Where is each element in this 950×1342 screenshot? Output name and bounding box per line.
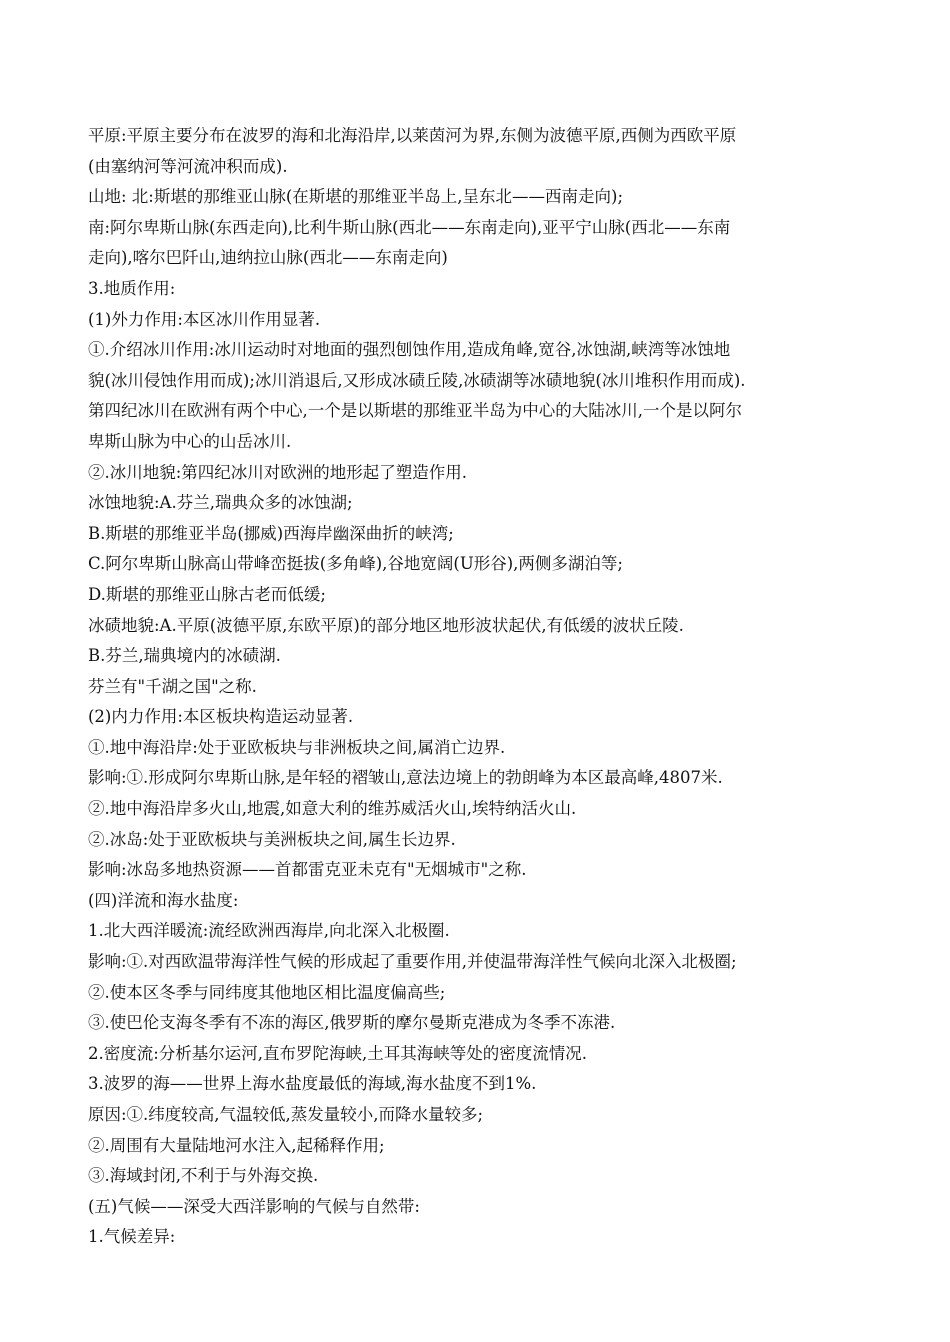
text-line: 冰蚀地貌:A.芬兰,瑞典众多的冰蚀湖; xyxy=(88,493,353,513)
text-line: 卑斯山脉为中心的山岳冰川. xyxy=(88,431,292,451)
text-line: (2)内力作用:本区板块构造运动显著. xyxy=(88,707,354,727)
text-line: ③.使巴伦支海冬季有不冻的海区,俄罗斯的摩尔曼斯克港成为冬季不冻港. xyxy=(88,1013,616,1033)
text-line: C.阿尔卑斯山脉高山带峰峦挺拔(多角峰),谷地宽阔(U形谷),两侧多湖泊等; xyxy=(88,554,623,574)
text-line: ①.地中海沿岸:处于亚欧板块与非洲板块之间,属消亡边界. xyxy=(88,737,506,757)
text-line: 冰碛地貌:A.平原(波德平原,东欧平原)的部分地区地形波状起伏,有低缓的波状丘陵. xyxy=(88,615,684,635)
text-line: 原因:①.纬度较高,气温较低,蒸发量较小,而降水量较多; xyxy=(88,1105,484,1124)
text-line: ②.使本区冬季与同纬度其他地区相比温度偏高些; xyxy=(88,982,446,1002)
text-line: ②.冰川地貌:第四纪冰川对欧洲的地形起了塑造作用. xyxy=(88,462,468,482)
text-line: 山地: 北:斯堪的那维亚山脉(在斯堪的那维亚半岛上,呈东北——西南走向); xyxy=(88,187,624,207)
text-line: (四)洋流和海水盐度: xyxy=(88,890,239,910)
text-line: 平原:平原主要分布在波罗的海和北海沿岸,以莱茵河为界,东侧为波德平原,西侧为西欧平原 xyxy=(88,126,737,145)
text-line: ②.周围有大量陆地河水注入,起稀释作用; xyxy=(88,1135,385,1155)
text-line: B.斯堪的那维亚半岛(挪威)西海岸幽深曲折的峡湾; xyxy=(88,523,454,543)
text-line: 3.地质作用: xyxy=(88,278,176,298)
text-line: 影响:冰岛多地热资源——首都雷克亚未克有"无烟城市"之称. xyxy=(88,860,527,880)
text-line: 影响:①.形成阿尔卑斯山脉,是年轻的褶皱山,意法边境上的勃朗峰为本区最高峰,4807米. xyxy=(88,768,723,788)
text-line: 1.气候差异: xyxy=(88,1227,176,1247)
text-line: (五)气候——深受大西洋影响的气候与自然带: xyxy=(88,1196,420,1216)
text-line: (1)外力作用:本区冰川作用显著. xyxy=(88,309,321,329)
text-line: B.芬兰,瑞典境内的冰碛湖. xyxy=(88,646,281,666)
text-line: 第四纪冰川在欧洲有两个中心,一个是以斯堪的那维亚半岛为中心的大陆冰川,一个是以阿尔 xyxy=(88,401,742,421)
text-line: 3.波罗的海——世界上海水盐度最低的海域,海水盐度不到1%. xyxy=(88,1074,537,1094)
text-line: ③.海域封闭,不利于与外海交换. xyxy=(88,1166,319,1186)
text-line: D.斯堪的那维亚山脉古老而低缓; xyxy=(88,584,326,604)
text-line: 2.密度流:分析基尔运河,直布罗陀海峡,土耳其海峡等处的密度流情况. xyxy=(88,1043,588,1063)
text-line: 芬兰有"千湖之国"之称. xyxy=(88,676,257,696)
text-line: ②.冰岛:处于亚欧板块与美洲板块之间,属生长边界. xyxy=(88,829,456,849)
text-line: 影响:①.对西欧温带海洋性气候的形成起了重要作用,并使温带海洋性气候向北深入北极圈; xyxy=(88,952,737,972)
text-line: 貌(冰川侵蚀作用而成);冰川消退后,又形成冰碛丘陵,冰碛湖等冰碛地貌(冰川堆积作用而成). xyxy=(88,370,746,390)
document-body xyxy=(88,121,878,1253)
text-line: 南:阿尔卑斯山脉(东西走向),比利牛斯山脉(西北——东南走向),亚平宁山脉(西北——东南 xyxy=(88,217,731,237)
text-line: (由塞纳河等河流冲积而成). xyxy=(88,156,288,176)
text-line: ②.地中海沿岸多火山,地震,如意大利的维苏威活火山,埃特纳活火山. xyxy=(88,799,577,819)
text-line: 1.北大西洋暖流:流经欧洲西海岸,向北深入北极圈. xyxy=(88,921,450,941)
text-line: 走向),喀尔巴阡山,迪纳拉山脉(西北——东南走向) xyxy=(88,248,448,268)
text-line: ①.介绍冰川作用:冰川运动时对地面的强烈刨蚀作用,造成角峰,宽谷,冰蚀湖,峡湾等冰蚀地 xyxy=(88,340,731,360)
